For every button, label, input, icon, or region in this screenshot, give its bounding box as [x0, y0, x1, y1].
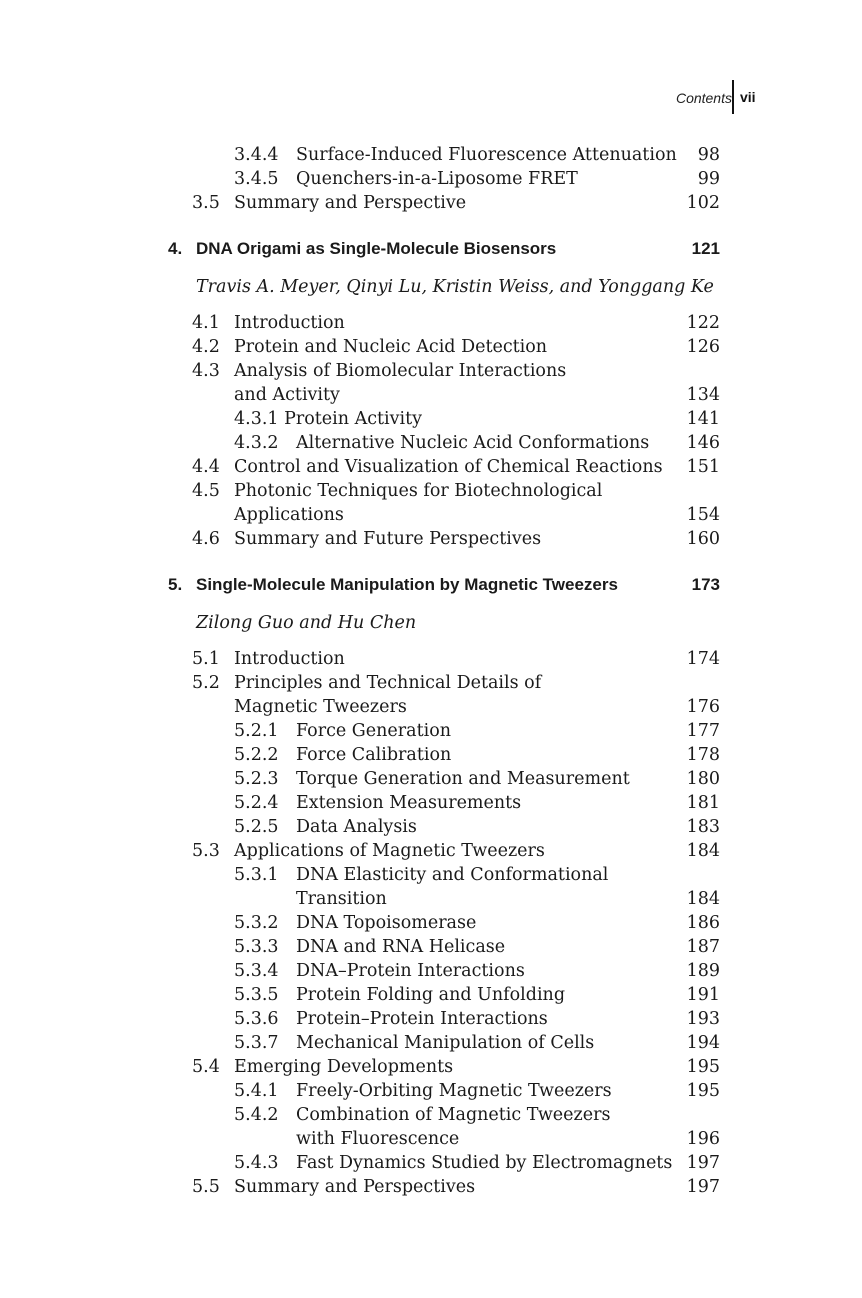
toc-entry-page: 173 [691, 575, 720, 594]
toc-entry-page: 180 [686, 769, 720, 789]
toc-entry-number: 5.4.1 [234, 1081, 279, 1101]
toc-entry [0, 935, 862, 959]
toc-entry-page: 151 [686, 457, 720, 477]
toc-entry [0, 839, 862, 863]
toc-authors: Zilong Guo and Hu Chen [196, 613, 417, 633]
toc-chapter-entry [0, 237, 862, 261]
toc-entry-number: 3.4.4 [234, 145, 279, 165]
toc-entry [0, 335, 862, 359]
toc-entry-number: 4.2 [192, 337, 220, 357]
toc-entry-number: 4.1 [192, 313, 220, 333]
toc-entry [0, 359, 862, 383]
toc-entry-page: 184 [686, 889, 720, 909]
toc-entry [0, 167, 862, 191]
toc-entry-title: Introduction [234, 649, 345, 669]
toc-entry-number: 3.4.5 [234, 169, 279, 189]
toc-entry-page: 121 [691, 239, 720, 258]
toc-entry-number: 4. [168, 239, 183, 258]
toc-entry-title: Control and Visualization of Chemical Reactions [234, 457, 663, 477]
toc-entry [0, 1031, 862, 1055]
toc-entry [0, 143, 862, 167]
toc-entry-title: DNA Origami as Single-Molecule Biosensors [196, 239, 557, 258]
toc-entry-page: 177 [686, 721, 720, 741]
toc-entry-title: with Fluorescence [296, 1129, 460, 1149]
toc-entry-page: 102 [686, 193, 720, 213]
toc-entry-number: 5.3.4 [234, 961, 279, 981]
toc-entry [0, 431, 862, 455]
toc-entry-page: 146 [686, 433, 720, 453]
toc-entry-number: 5.2.1 [234, 721, 279, 741]
toc-entry-title: Surface-Induced Fluorescence Attenuation [296, 145, 677, 165]
toc-entry [0, 695, 862, 719]
toc-entry [0, 959, 862, 983]
toc-entry [0, 407, 862, 431]
toc-entry [0, 191, 862, 215]
toc-entry-title: DNA and RNA Helicase [296, 937, 506, 957]
toc-entry-page: 176 [686, 697, 720, 717]
toc-entry [0, 767, 862, 791]
toc-entry-page: 181 [686, 793, 720, 813]
toc-entry-title: Introduction [234, 313, 345, 333]
toc-entry-number: 5.3 [192, 841, 220, 861]
toc-entry [0, 647, 862, 671]
page-number: vii [740, 89, 756, 105]
toc-entry-title: Magnetic Tweezers [234, 697, 407, 717]
toc-entry-title: Summary and Perspective [234, 193, 467, 213]
toc-entry-number: 5.4 [192, 1057, 220, 1077]
toc-entry-page: 195 [686, 1057, 720, 1077]
toc-entry-title: Mechanical Manipulation of Cells [296, 1033, 595, 1053]
toc-entry-number: 4.4 [192, 457, 220, 477]
toc-entry-title: DNA Topoisomerase [296, 913, 477, 933]
toc-entry-title: DNA Elasticity and Conformational [296, 865, 609, 885]
toc-entry-title: Photonic Techniques for Biotechnological [234, 481, 603, 501]
toc-entry [0, 671, 862, 695]
toc-entry-page: 186 [686, 913, 720, 933]
toc-entry-page: 126 [686, 337, 720, 357]
toc-entry-page: 178 [686, 745, 720, 765]
toc-entry-number: 4.6 [192, 529, 220, 549]
toc-entry-title: Applications [234, 505, 344, 525]
toc-entry [0, 863, 862, 887]
toc-entry [0, 383, 862, 407]
toc-entry-number: 5.3.5 [234, 985, 279, 1005]
toc-entry-page: 189 [686, 961, 720, 981]
toc-entry-page: 195 [686, 1081, 720, 1101]
toc-entry-number: 5.3.3 [234, 937, 279, 957]
toc-entry-title: Data Analysis [296, 817, 417, 837]
toc-entry-page: 196 [686, 1129, 720, 1149]
toc-chapter-entry [0, 573, 862, 597]
toc-entry-page: 122 [686, 313, 720, 333]
toc-entry-number: 4.3 [192, 361, 220, 381]
toc-entry [0, 1175, 862, 1199]
toc-entry [0, 1151, 862, 1175]
toc-entry-page: 193 [686, 1009, 720, 1029]
toc-entry-title: Summary and Future Perspectives [234, 529, 542, 549]
toc-entry [0, 1007, 862, 1031]
toc-entry-page: 134 [686, 385, 720, 405]
toc-entry [0, 911, 862, 935]
toc-entry-number: 5.3.7 [234, 1033, 279, 1053]
toc-entry-page: 98 [697, 145, 720, 165]
toc-entry-page: 197 [686, 1153, 720, 1173]
toc-entry-number: 5.3.1 [234, 865, 279, 885]
toc-entry-title: Fast Dynamics Studied by Electromagnets [296, 1153, 673, 1173]
toc-entry-number: 5.2.2 [234, 745, 279, 765]
toc-entry-page: 174 [686, 649, 720, 669]
toc-entry [0, 887, 862, 911]
toc-entry-title: Extension Measurements [296, 793, 522, 813]
toc-entry-number: 5.4.3 [234, 1153, 279, 1173]
toc-entry-page: 183 [686, 817, 720, 837]
toc-entry [0, 815, 862, 839]
toc-entry-number: 5.4.2 [234, 1105, 279, 1125]
toc-entry-title: Protein–Protein Interactions [296, 1009, 548, 1029]
toc-entry [0, 1079, 862, 1103]
toc-entry-page: 160 [686, 529, 720, 549]
toc-entry-title: Analysis of Biomolecular Interactions [234, 361, 567, 381]
toc-entry [0, 455, 862, 479]
toc-entry [0, 1103, 862, 1127]
toc-entry-page: 141 [686, 409, 720, 429]
toc-entry-title: Applications of Magnetic Tweezers [234, 841, 545, 861]
toc-entry-title: Force Calibration [296, 745, 452, 765]
toc-chapter-authors [0, 275, 862, 299]
toc-entry-number: 4.3.2 [234, 433, 279, 453]
toc-authors: Travis A. Meyer, Qinyi Lu, Kristin Weiss, and Yonggang Ke [196, 277, 714, 297]
toc-entry-title: Protein Folding and Unfolding [296, 985, 566, 1005]
toc-entry-title: Principles and Technical Details of [234, 673, 542, 693]
toc-entry-number: 3.5 [192, 193, 220, 213]
toc-entry [0, 719, 862, 743]
toc-entry-page: 194 [686, 1033, 720, 1053]
toc-entry-title: Alternative Nucleic Acid Conformations [296, 433, 650, 453]
toc-entry-title: and Activity [234, 385, 340, 405]
toc-entry-title: Summary and Perspectives [234, 1177, 476, 1197]
toc-entry-title: Freely-Orbiting Magnetic Tweezers [296, 1081, 612, 1101]
toc-entry-title: Emerging Developments [234, 1057, 454, 1077]
toc-entry-page: 154 [686, 505, 720, 525]
toc-entry-title: Protein and Nucleic Acid Detection [234, 337, 548, 357]
toc-entry-number: 5.3.2 [234, 913, 279, 933]
toc-entry [0, 1127, 862, 1151]
toc-entry-title: Force Generation [296, 721, 452, 741]
toc-entry-number: 5.2.3 [234, 769, 279, 789]
running-header-label: Contents [675, 90, 732, 106]
toc-entry-number: 5.2 [192, 673, 220, 693]
toc-entry-number: 5.5 [192, 1177, 220, 1197]
toc-entry-page: 187 [686, 937, 720, 957]
toc-entry-title: Combination of Magnetic Tweezers [296, 1105, 611, 1125]
toc-entry [0, 527, 862, 551]
toc-entry-page: 99 [697, 169, 720, 189]
toc-entry [0, 1055, 862, 1079]
toc-entry-title: DNA–Protein Interactions [296, 961, 525, 981]
toc-entry [0, 311, 862, 335]
toc-entry-number: 5.2.4 [234, 793, 279, 813]
toc-entry-number: 4.5 [192, 481, 220, 501]
toc-entry-title: Transition [296, 889, 387, 909]
toc-entry-number: 5. [168, 575, 183, 594]
toc-entry [0, 503, 862, 527]
toc-entry-number: 5.1 [192, 649, 220, 669]
toc-entry-title: Quenchers-in-a-Liposome FRET [296, 169, 578, 189]
toc-entry-number: 5.3.6 [234, 1009, 279, 1029]
toc-entry [0, 983, 862, 1007]
toc-entry [0, 791, 862, 815]
toc-entry-number: 5.2.5 [234, 817, 279, 837]
toc-entry-page: 191 [686, 985, 720, 1005]
toc-entry-page: 184 [686, 841, 720, 861]
toc-entry-title: Single-Molecule Manipulation by Magnetic Tweezers [196, 575, 618, 594]
toc-entry-page: 197 [686, 1177, 720, 1197]
toc-chapter-authors [0, 611, 862, 635]
toc-entry [0, 479, 862, 503]
toc-entry-title: Torque Generation and Measurement [296, 769, 630, 789]
toc-entry [0, 743, 862, 767]
toc-entry-title: 4.3.1 Protein Activity [234, 409, 423, 429]
